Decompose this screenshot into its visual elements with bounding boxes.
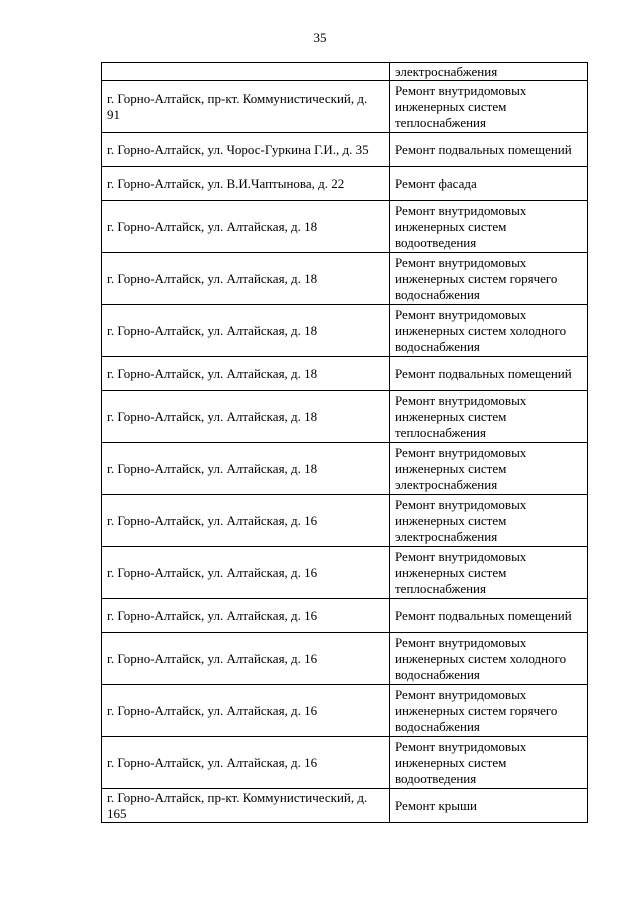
table-row (102, 357, 588, 391)
repair-works-table (101, 62, 588, 823)
work-type-cell: Ремонт внутридомовых инженерных систем водоотведения (390, 737, 588, 789)
table-row (102, 167, 588, 201)
address-cell: г. Горно-Алтайск, ул. Чорос-Гуркина Г.И., д. 35 (102, 133, 390, 167)
address-cell: г. Горно-Алтайск, пр-кт. Коммунистический, д. 91 (102, 81, 390, 133)
work-type-cell: Ремонт внутридомовых инженерных систем горячего водоснабжения (390, 253, 588, 305)
address-cell: г. Горно-Алтайск, ул. Алтайская, д. 16 (102, 737, 390, 789)
work-type-cell: Ремонт внутридомовых инженерных систем электроснабжения (390, 443, 588, 495)
work-type-cell: Ремонт подвальных помещений (390, 357, 588, 391)
table-row (102, 495, 588, 547)
address-cell: г. Горно-Алтайск, ул. Алтайская, д. 18 (102, 391, 390, 443)
work-type-cell: Ремонт внутридомовых инженерных систем теплоснабжения (390, 391, 588, 443)
table-row (102, 599, 588, 633)
address-cell: г. Горно-Алтайск, ул. Алтайская, д. 16 (102, 633, 390, 685)
work-type-cell: электроснабжения (390, 63, 588, 81)
work-type-cell: Ремонт внутридомовых инженерных систем теплоснабжения (390, 547, 588, 599)
table-row (102, 201, 588, 253)
table-row (102, 391, 588, 443)
work-type-cell: Ремонт внутридомовых инженерных систем холодного водоснабжения (390, 633, 588, 685)
address-cell: г. Горно-Алтайск, ул. Алтайская, д. 18 (102, 305, 390, 357)
address-cell: г. Горно-Алтайск, ул. Алтайская, д. 16 (102, 599, 390, 633)
work-type-cell: Ремонт внутридомовых инженерных систем электроснабжения (390, 495, 588, 547)
work-type-cell: Ремонт крыши (390, 789, 588, 823)
page-number: 35 (313, 30, 327, 45)
table-row (102, 63, 588, 81)
work-type-cell: Ремонт фасада (390, 167, 588, 201)
work-type-cell: Ремонт внутридомовых инженерных систем холодного водоснабжения (390, 305, 588, 357)
address-cell: г. Горно-Алтайск, ул. Алтайская, д. 16 (102, 547, 390, 599)
table-row (102, 253, 588, 305)
work-type-cell: Ремонт внутридомовых инженерных систем горячего водоснабжения (390, 685, 588, 737)
work-type-cell: Ремонт внутридомовых инженерных систем водоотведения (390, 201, 588, 253)
address-cell: г. Горно-Алтайск, ул. Алтайская, д. 18 (102, 443, 390, 495)
work-type-cell: Ремонт подвальных помещений (390, 599, 588, 633)
table-row (102, 685, 588, 737)
address-cell (102, 63, 390, 81)
table-row (102, 81, 588, 133)
address-cell: г. Горно-Алтайск, пр-кт. Коммунистический, д. 165 (102, 789, 390, 823)
table-row (102, 305, 588, 357)
address-cell: г. Горно-Алтайск, ул. Алтайская, д. 16 (102, 685, 390, 737)
address-cell: г. Горно-Алтайск, ул. Алтайская, д. 18 (102, 357, 390, 391)
table-row (102, 737, 588, 789)
table-row (102, 789, 588, 823)
address-cell: г. Горно-Алтайск, ул. Алтайская, д. 18 (102, 201, 390, 253)
table-row (102, 133, 588, 167)
table-row (102, 547, 588, 599)
address-cell: г. Горно-Алтайск, ул. Алтайская, д. 18 (102, 253, 390, 305)
table-row (102, 443, 588, 495)
table-row (102, 633, 588, 685)
work-type-cell: Ремонт подвальных помещений (390, 133, 588, 167)
address-cell: г. Горно-Алтайск, ул. Алтайская, д. 16 (102, 495, 390, 547)
address-cell: г. Горно-Алтайск, ул. В.И.Чаптынова, д. 22 (102, 167, 390, 201)
work-type-cell: Ремонт внутридомовых инженерных систем теплоснабжения (390, 81, 588, 133)
